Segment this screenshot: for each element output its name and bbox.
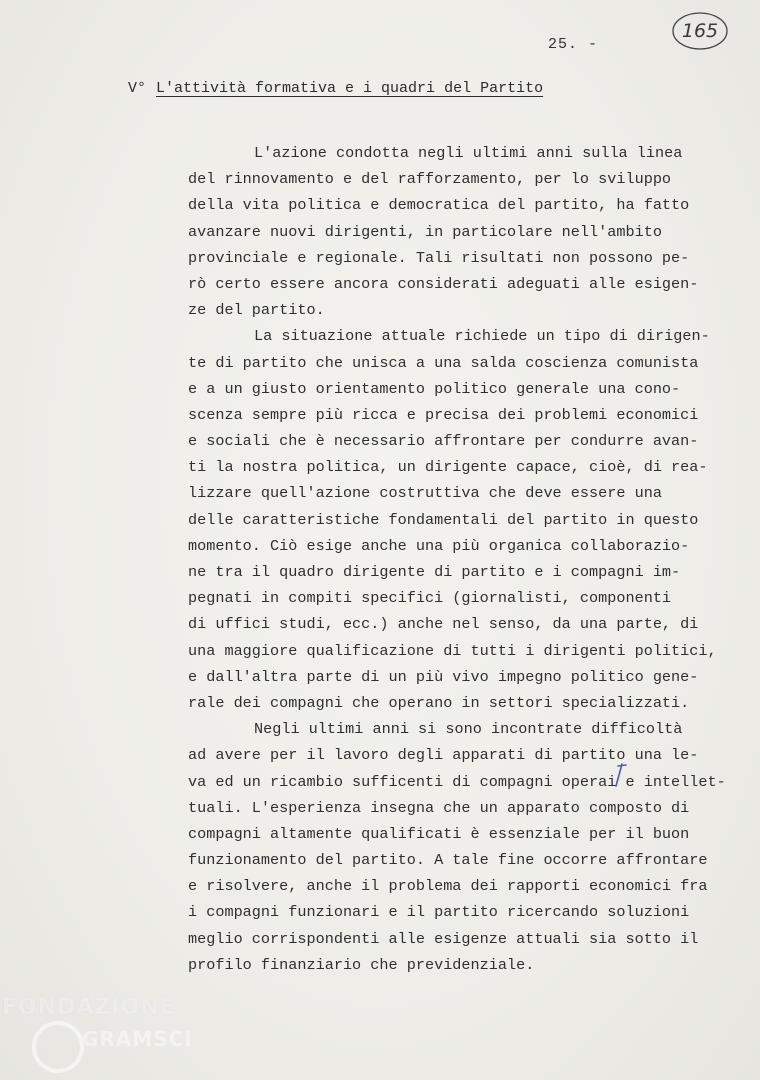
text-line: L'azione condotta negli ultimi anni sulla linea xyxy=(254,144,683,162)
text-line: tuali. L'esperienza insegna che un apparato composto di xyxy=(188,798,690,817)
text-line: avanzare nuovi dirigenti, in particolare nell'ambito xyxy=(188,222,662,241)
text-line: ti la nostra politica, un dirigente capace, cioè, di rea- xyxy=(188,458,708,477)
text-line: compagni altamente qualificati è essenziale per il buon xyxy=(188,824,690,843)
text-line: funzionamento del partito. A tale fine occorre affrontare xyxy=(188,851,708,870)
text-line: va ed un ricambio sufficenti di compagni operai e intellet- xyxy=(188,772,726,791)
text-line: delle caratteristiche fondamentali del partito in questo xyxy=(188,510,699,529)
text-line: e sociali che è necessario affrontare per condurre avan- xyxy=(188,432,699,451)
text-line: del rinnovamento e del rafforzamento, per lo sviluppo xyxy=(188,170,672,189)
watermark-text: FONDAZIONE xyxy=(2,995,176,1020)
watermark-logo-icon xyxy=(32,1021,84,1073)
text-line: Negli ultimi anni si sono incontrate difficoltà xyxy=(254,720,683,739)
text-line: lizzare quell'azione costruttiva che deve essere una xyxy=(188,484,662,503)
archive-number-stamp xyxy=(670,10,730,52)
text-line: ad avere per il lavoro degli apparati di partito una le- xyxy=(188,746,699,765)
section-title: L'attività formativa e i quadri del Partito xyxy=(156,80,544,97)
section-numeral: V° xyxy=(128,80,147,97)
text-line: e a un giusto orientamento politico generale una cono- xyxy=(188,379,681,398)
text-line: ze del partito. xyxy=(188,301,325,320)
archive-number-text: 165 xyxy=(681,20,719,42)
text-line: profilo finanziario che previdenziale. xyxy=(188,955,535,974)
text-line: La situazione attuale richiede un tipo di dirigen- xyxy=(254,327,710,346)
text-line: e risolvere, anche il problema dei rapporti economici fra xyxy=(188,877,708,896)
text-line: te di partito che unisca a una salda coscienza comunista xyxy=(188,353,699,372)
handwritten-slash-icon xyxy=(612,762,628,788)
text-line: una maggiore qualificazione di tutti i dirigenti politici, xyxy=(188,641,717,660)
page-number: 25. - xyxy=(548,36,599,53)
text-line: i compagni funzionari e il partito ricercando soluzioni xyxy=(188,903,690,922)
text-line: scenza sempre più ricca e precisa dei problemi economici xyxy=(188,405,699,424)
section-heading xyxy=(128,80,543,97)
text-line: e dall'altra parte di un più vivo impegno politico gene- xyxy=(188,667,699,686)
text-line: rale dei compagni che operano in settori specializzati. xyxy=(188,693,690,712)
body-text xyxy=(188,140,726,978)
text-line: provinciale e regionale. Tali risultati non possono pe- xyxy=(188,248,690,267)
watermark xyxy=(2,995,202,1075)
text-line: di uffici studi, ecc.) anche nel senso, da una parte, di xyxy=(188,615,699,634)
text-line: rò certo essere ancora considerati adeguati alle esigen- xyxy=(188,274,699,293)
text-line: della vita politica e democratica del partito, ha fatto xyxy=(188,196,690,215)
text-line: momento. Ciò esige anche una più organica collaborazio- xyxy=(188,536,690,555)
text-line: meglio corrispondenti alle esigenze attuali sia sotto il xyxy=(188,929,699,948)
text-line: ne tra il quadro dirigente di partito e i compagni im- xyxy=(188,563,681,581)
watermark-subtext: GRAMSCI xyxy=(82,1027,193,1051)
text-line: pegnati in compiti specifici (giornalisti, componenti xyxy=(188,589,672,608)
